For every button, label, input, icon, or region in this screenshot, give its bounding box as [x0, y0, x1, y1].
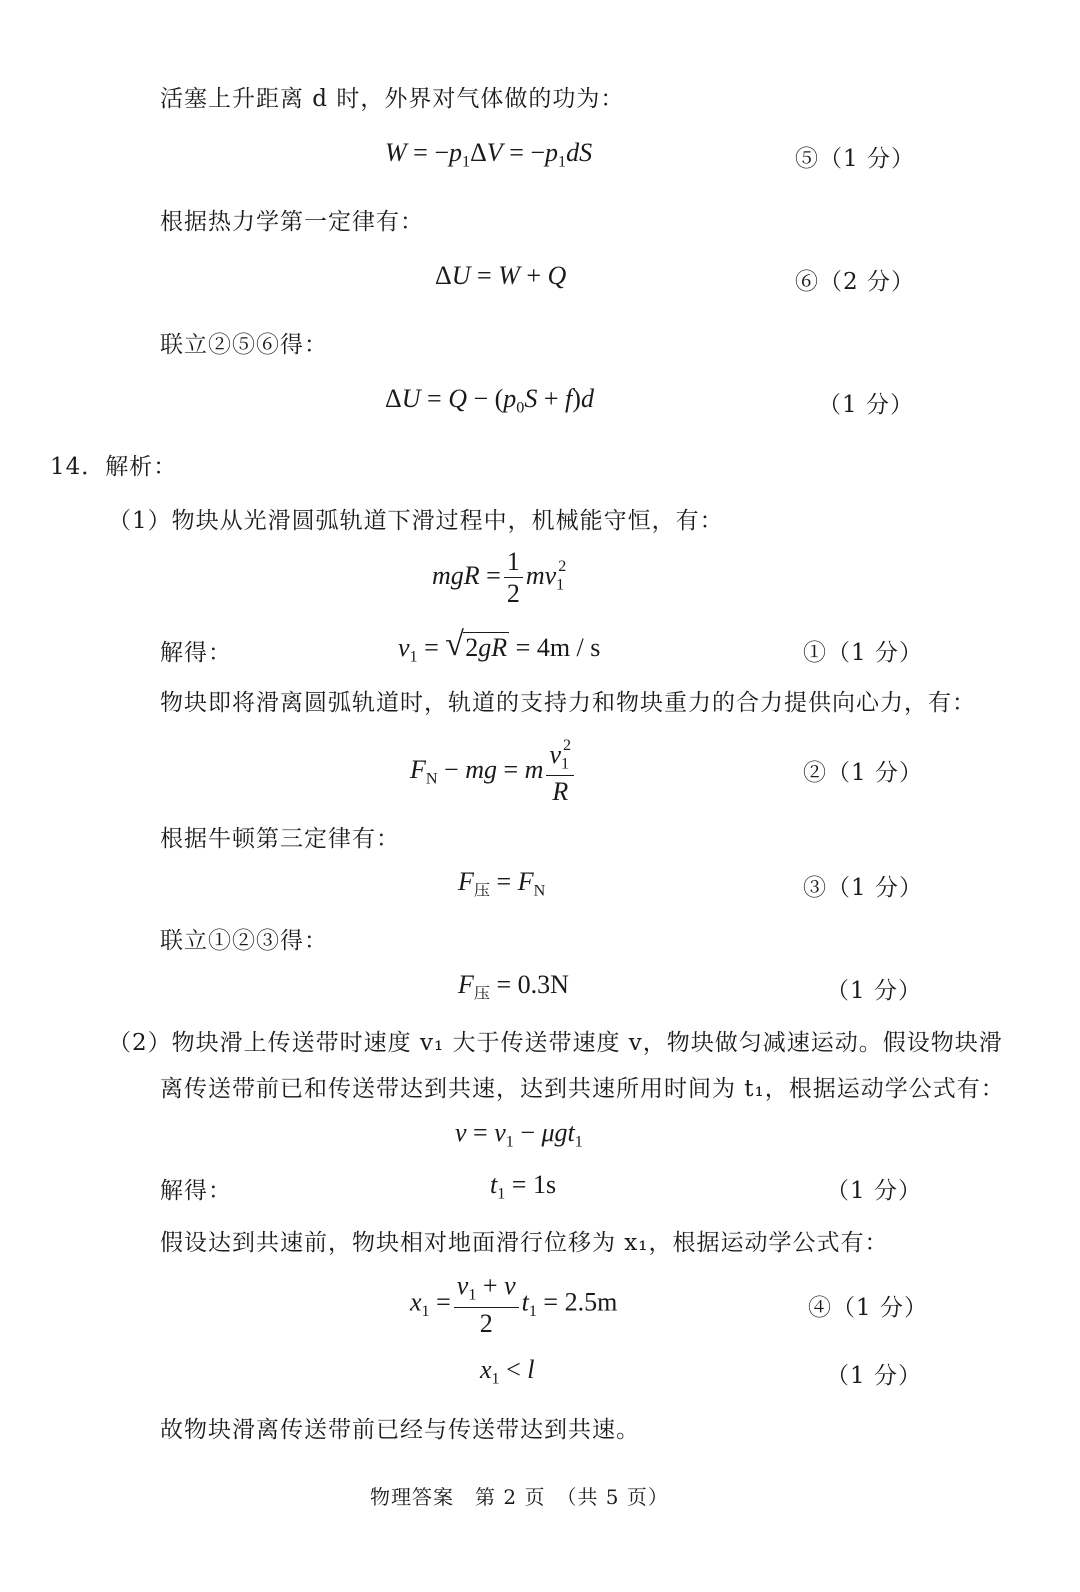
equation-work: $W = -p_1\Delta V = -p_1dS$ — [385, 138, 593, 171]
question-14-label: 14．解析： — [50, 454, 178, 480]
score-centripetal: ②（1 分） — [803, 760, 923, 786]
equation-energy: mgR = $\frac{1}{2}$ $mv_1^2$ — [432, 547, 567, 609]
equation-newton3: $F_压 = F_N$ — [458, 867, 546, 900]
text-first-law-intro: 根据热力学第一定律有： — [160, 209, 424, 235]
equation-t1: $t_1 = 1s$ — [490, 1170, 557, 1203]
equation-centripetal: $F_N$ − mg = m $\frac{v_1^2}{R}$ — [410, 738, 577, 806]
score-delta-u: （1 分） — [818, 392, 914, 418]
equation-x1: $x_1$ = $\frac{v_1 + v}{2}$ $t_1 = 2.5m$ — [410, 1271, 618, 1338]
score-first-law: ⑥（2 分） — [795, 269, 915, 295]
text-conclusion: 故物块滑离传送带前已经与传送带达到共速。 — [160, 1417, 640, 1443]
text-displacement-intro: 假设达到共速前，物块相对地面滑行位移为 x₁，根据运动学公式有： — [160, 1230, 889, 1256]
fraction-half: $\frac{1}{2}$ — [504, 548, 523, 608]
score-work: ⑤（1 分） — [795, 146, 915, 172]
equation-x1-less-l: $x_1 < l$ — [480, 1355, 535, 1388]
sqrt-2gR: √ 2gR — [445, 626, 508, 663]
text-work-intro: 活塞上升距离 d 时，外界对气体做的功为： — [160, 86, 625, 112]
text-solve-label-1: 解得： — [160, 640, 232, 666]
text-combine-256: 联立②⑤⑥得： — [160, 332, 328, 358]
fraction-avg-velocity: $\frac{v_1 + v}{2}$ — [454, 1272, 519, 1337]
eq-symbol-W: W — [385, 138, 407, 167]
equation-f-press: $F_压 = 0.3N$ — [458, 970, 569, 1003]
fraction-v1sq-over-R: $\frac{v_1^2}{R}$ — [546, 738, 574, 806]
score-f-press: （1 分） — [826, 978, 922, 1004]
score-v1: ①（1 分） — [803, 640, 923, 666]
score-x1: ④（1 分） — [808, 1295, 928, 1321]
equation-v: $v = v_1 - \mu gt_1$ — [455, 1118, 583, 1151]
score-t1: （1 分） — [826, 1178, 922, 1204]
text-solve-label-2: 解得： — [160, 1178, 232, 1204]
score-newton3: ③（1 分） — [803, 875, 923, 901]
text-centripetal-intro: 物块即将滑离圆弧轨道时，轨道的支持力和物块重力的合力提供向心力，有： — [160, 690, 976, 716]
equation-first-law: ΔU = W + Q — [435, 261, 567, 290]
text-combine-123: 联立①②③得： — [160, 928, 328, 954]
text-part1-intro: （1）物块从光滑圆弧轨道下滑过程中，机械能守恒，有： — [108, 508, 724, 534]
text-part2-intro-b: 离传送带前已和传送带达到共速，达到共速所用时间为 t₁，根据运动学公式有： — [160, 1076, 1005, 1102]
text-part2-intro-a: （2）物块滑上传送带时速度 v₁ 大于传送带速度 v，物块做匀减速运动。假设物块滑 — [108, 1030, 1003, 1056]
score-x1-less: （1 分） — [826, 1363, 922, 1389]
equation-delta-u: $\Delta U = Q - (p_0S + f)d$ — [385, 384, 594, 417]
text-newton3-intro: 根据牛顿第三定律有： — [160, 826, 400, 852]
page-footer: 物理答案 第 2 页 （共 5 页） — [370, 1485, 669, 1509]
equation-v1: $v_1$ = √ 2gR = 4m / s — [398, 626, 601, 666]
